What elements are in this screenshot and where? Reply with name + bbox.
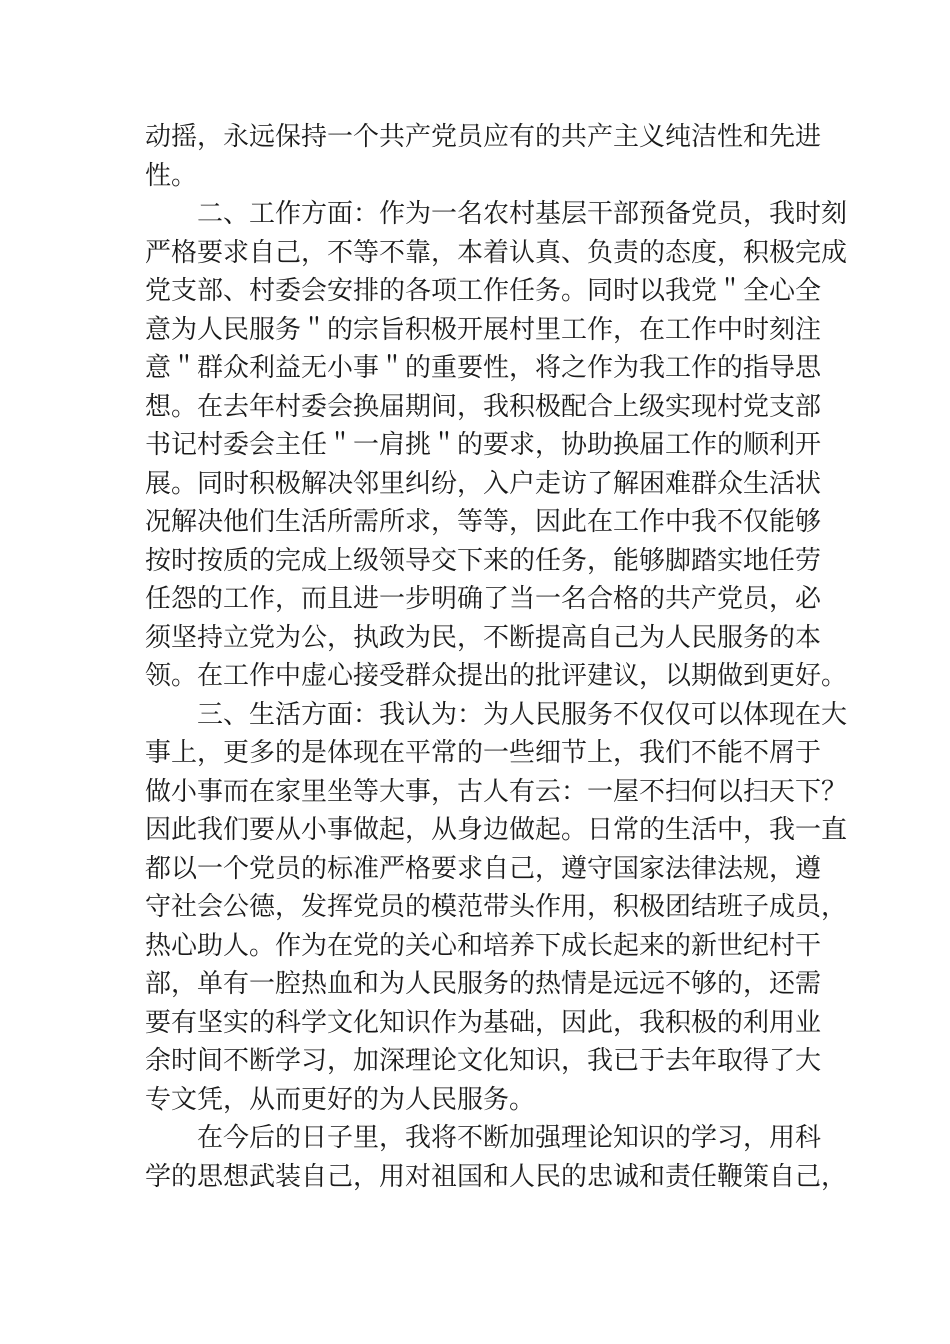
text-line: 况解决他们生活所需所求，等等，因此在工作中我不仅能够: [145, 507, 822, 537]
text-line: 学的思想武装自己，用对祖国和人民的忠诚和责任鞭策自己，: [145, 1161, 848, 1192]
text-line: 事上，更多的是体现在平常的一些细节上，我们不能不屑于: [145, 738, 822, 768]
text-line: 二、工作方面：作为一名农村基层干部预备党员，我时刻: [145, 199, 848, 229]
text-line: 在今后的日子里，我将不断加强理论知识的学习，用科: [145, 1123, 822, 1153]
text-line: 要有坚实的科学文化知识作为基础，因此，我积极的利用业: [145, 1007, 822, 1038]
text-line: 守社会公德，发挥党员的模范带头作用，积极团结班子成员，: [145, 892, 848, 922]
text-line: 部，单有一腔热血和为人民服务的热情是远远不够的，还需: [145, 969, 822, 999]
text-line: 动摇，永远保持一个共产党员应有的共产主义纯洁性和先进: [145, 122, 822, 152]
text-line: 严格要求自己，不等不靠，本着认真、负责的态度，积极完成: [145, 237, 848, 268]
text-line: 意为人民服务＂的宗旨积极开展村里工作，在工作中时刻注: [145, 314, 822, 345]
text-line: 按时按质的完成上级领导交下来的任务，能够脚踏实地任劳: [145, 545, 822, 576]
text-line: 性。: [145, 160, 198, 191]
text-line: 书记村委会主任＂一肩挑＂的要求，协助换届工作的顺利开: [145, 430, 822, 460]
text-line: 余时间不断学习，加深理论文化知识，我已于去年取得了大: [145, 1046, 822, 1076]
text-line: 任怨的工作，而且进一步明确了当一名合格的共产党员，必: [145, 584, 822, 614]
text-line: 专文凭，从而更好的为人民服务。: [145, 1084, 536, 1115]
text-line: 须坚持立党为公，执政为民，不断提高自己为人民服务的本: [145, 622, 822, 653]
document-body: [145, 118, 848, 1196]
text-line: 想。在去年村委会换届期间，我积极配合上级实现村党支部: [145, 391, 822, 422]
text-line: 因此我们要从小事做起，从身边做起。日常的生活中，我一直: [145, 815, 848, 845]
text-line: 展。同时积极解决邻里纠纷，入户走访了解困难群众生活状: [145, 468, 822, 499]
text-line: 都以一个党员的标准严格要求自己，遵守国家法律法规，遵: [145, 853, 822, 884]
text-line: 意＂群众利益无小事＂的重要性，将之作为我工作的指导思: [145, 353, 822, 383]
text-line: 做小事而在家里坐等大事，古人有云：一屋不扫何以扫天下？: [145, 776, 848, 807]
text-line: 党支部、村委会安排的各项工作任务。同时以我党＂全心全: [145, 276, 822, 306]
text-line: 领。在工作中虚心接受群众提出的批评建议，以期做到更好。: [145, 661, 848, 691]
text-line: 热心助人。作为在党的关心和培养下成长起来的新世纪村干: [145, 930, 822, 961]
text-line: 三、生活方面：我认为：为人民服务不仅仅可以体现在大: [145, 699, 848, 730]
